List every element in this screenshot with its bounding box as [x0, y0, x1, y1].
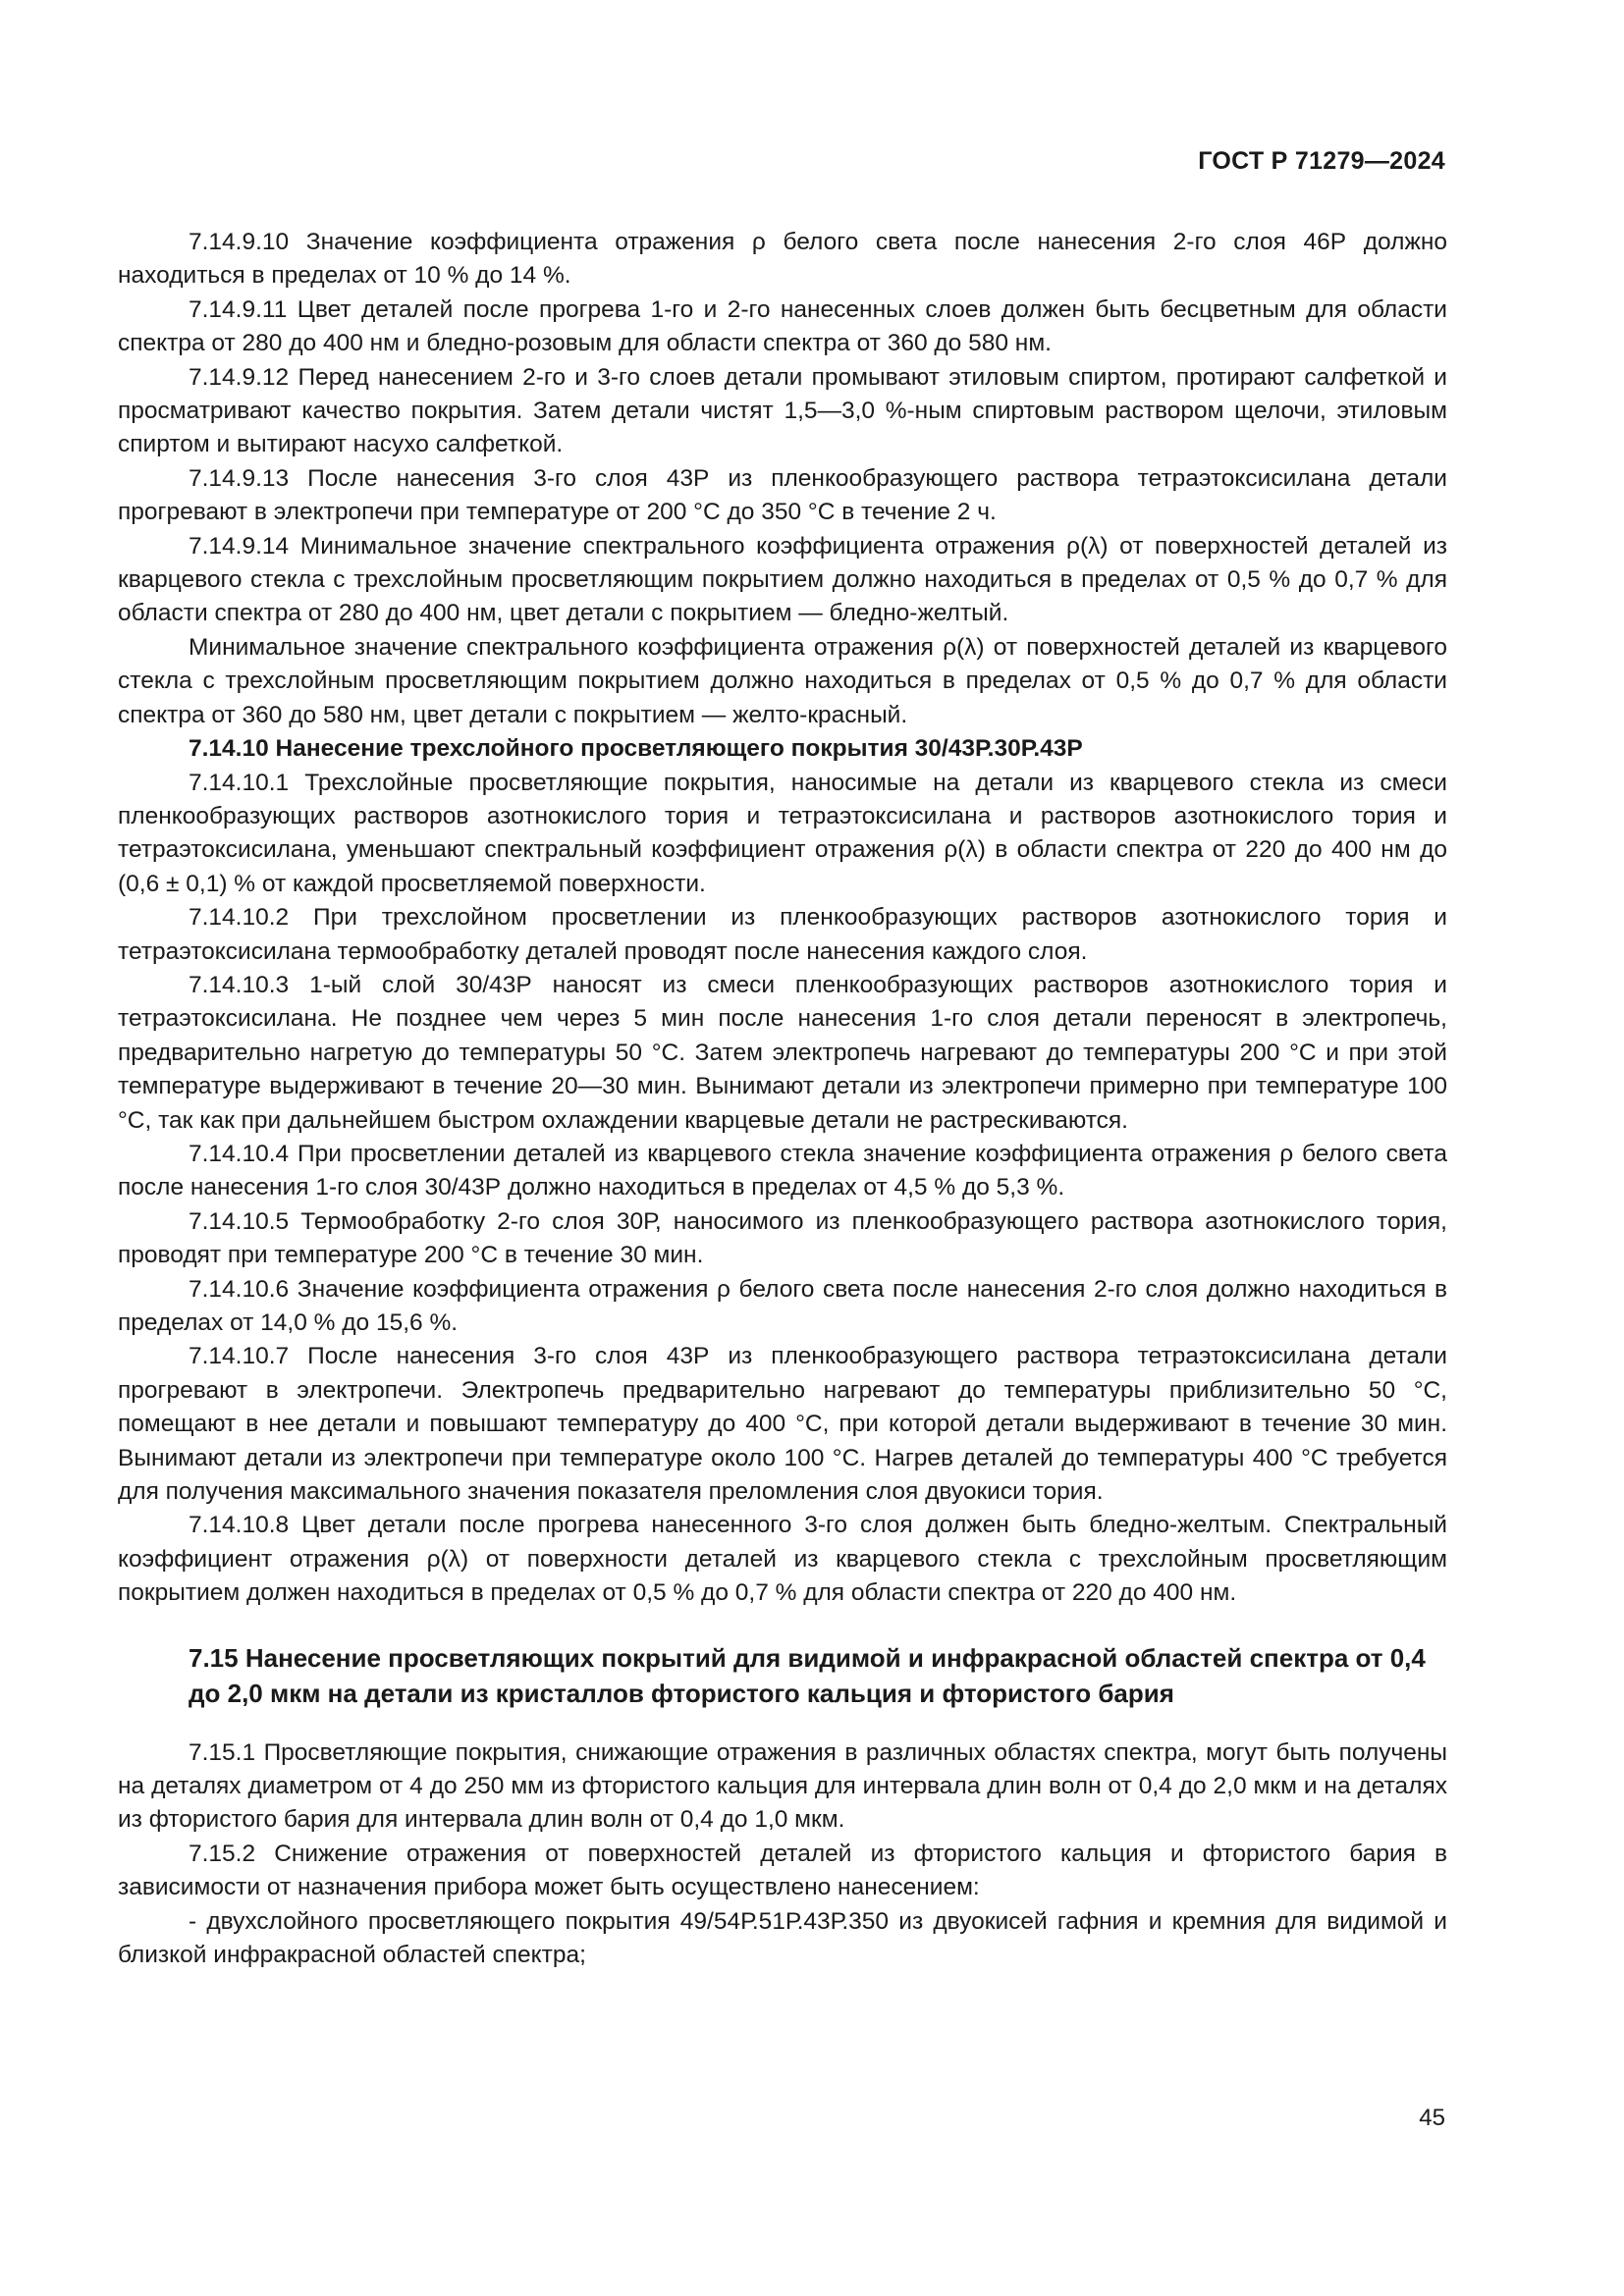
- paragraph-7-14-10-7: 7.14.10.7 После нанесения 3-го слоя 43Р из пленкообразующего раствора тетраэтоксисилана детали прогревают в электропечи. Электропечь предварительно нагревают до температуры приблизительно 50 °С, помещают в нее детали и повышают температуру до 400 °С, при которой детали выдерживают в течение 30 мин. Вынимают детали из электропечи при температуре около 100 °С. Нагрев деталей до температуры 400 °С требуется для получения максимального значения показателя преломления слоя двуокиси тория.: [118, 1343, 1447, 1506]
- paragraph-7-14-10-8: 7.14.10.8 Цвет детали после прогрева нанесенного 3-го слоя должен быть бледно-желтым. Спектральный коэффициент отражения ρ(λ) от поверхности деталей из кварцевого стекла с трехслойным просветляющим покрытием должен находиться в пределах от 0,5 % до 0,7 % для области спектра от 220 до 400 нм.: [118, 1512, 1447, 1607]
- paragraph-7-14-10-3: 7.14.10.3 1-ый слой 30/43Р наносят из смеси пленкообразующих растворов азотнокислого тория и тетраэтоксисилана. Не позднее чем через 5 мин после нанесения 1-го слоя детали переносят в электропечь, предварительно нагретую до температуры 50 °С. Затем электропечь нагревают до температуры 200 °С и при этой температуре выдерживают в течение 20—30 мин. Вынимают детали из электропечи примерно при температуре 100 °С, так как при дальнейшем быстром охлаждении кварцевые детали не растрескиваются.: [118, 971, 1447, 1134]
- paragraph-7-15-1: 7.15.1 Просветляющие покрытия, снижающие отражения в различных областях спектра, могут быть получены на деталях диаметром от 4 до 250 мм из фтористого кальция для интервала длин волн от 0,4 до 2,0 мкм и на деталях из фтористого бария для интервала длин волн от 0,4 до 1,0 мкм.: [118, 1738, 1447, 1834]
- subsection-heading-7-14-10: 7.14.10 Нанесение трехслойного просветляющего покрытия 30/43Р.30Р.43Р: [189, 735, 1083, 763]
- paragraph-7-14-9-13: 7.14.9.13 После нанесения 3-го слоя 43Р из пленкообразующего раствора тетраэтоксисилана детали прогревают в электропечи при температуре от 200 °С до 350 °С в течение 2 ч.: [118, 464, 1447, 526]
- paragraph-7-14-9-14: 7.14.9.14 Минимальное значение спектрального коэффициента отражения ρ(λ) от поверхностей деталей из кварцевого стекла с трехслойным просветляющим покрытием должно находиться в пределах от 0,5 % до 0,7 % для области спектра от 280 до 400 нм, цвет детали с покрытием — бледно-желтый.: [118, 532, 1447, 627]
- document-id-header: ГОСТ Р 71279—2024: [1198, 147, 1445, 175]
- paragraph-7-14-9-10: 7.14.9.10 Значение коэффициента отражения ρ белого света после нанесения 2-го слоя 46Р должно находиться в пределах от 10 % до 14 %.: [118, 229, 1447, 290]
- paragraph-7-14-10-4: 7.14.10.4 При просветлении деталей из кварцевого стекла значение коэффициента отражения ρ белого света после нанесения 1-го слоя 30/43Р должно находиться в пределах от 4,5 % до 5,3 %.: [118, 1140, 1447, 1201]
- page-number: 45: [1419, 2105, 1445, 2131]
- paragraph-7-14-10-5: 7.14.10.5 Термообработку 2-го слоя 30Р, наносимого из пленкообразующего раствора азотнокислого тория, проводят при температуре 200 °С в течение 30 мин.: [118, 1207, 1447, 1269]
- list-item-two-layer-coating: - двухслойного просветляющего покрытия 49/54Р.51Р.43Р.350 из двуокисей гафния и кремния для видимой и близкой инфракрасной областей спектра;: [118, 1907, 1447, 1969]
- document-body: [118, 226, 1447, 1973]
- paragraph-7-14-10-6: 7.14.10.6 Значение коэффициента отражения ρ белого света после нанесения 2-го слоя должно находиться в пределах от 14,0 % до 15,6 %.: [118, 1275, 1447, 1336]
- paragraph-7-14-9-12: 7.14.9.12 Перед нанесением 2-го и 3-го слоев детали промывают этиловым спиртом, протирают салфеткой и просматривают качество покрытия. Затем детали чистят 1,5—3,0 %-ным спиртовым раствором щелочи, этиловым спиртом и вытирают насухо салфеткой.: [118, 363, 1447, 458]
- paragraph-7-14-10-2: 7.14.10.2 При трехслойном просветлении из пленкообразующих растворов азотнокислого тория и тетраэтоксисилана термообработку деталей проводят после нанесения каждого слоя.: [118, 904, 1447, 965]
- section-heading-7-15: 7.15 Нанесение просветляющих покрытий для видимой и инфракрасной областей спектра от 0,4 до 2,0 мкм на детали из кристаллов фтористого кальция и фтористого бария: [189, 1642, 1426, 1708]
- paragraph-7-14-9-14-continued: Минимальное значение спектрального коэффициента отражения ρ(λ) от поверхностей деталей из кварцевого стекла с трехслойным просветляющим покрытием должно находиться в пределах от 0,5 % до 0,7 % для области спектра от 360 до 580 нм, цвет детали с покрытием — желто-красный.: [118, 633, 1447, 728]
- paragraph-7-14-10-1: 7.14.10.1 Трехслойные просветляющие покрытия, наносимые на детали из кварцевого стекла из смеси пленкообразующих растворов азотнокислого тория и тетраэтоксисилана и растворов азотнокислого тория и тетраэтоксисилана, уменьшают спектральный коэффициент отражения ρ(λ) в области спектра от 220 до 400 нм до (0,6 ± 0,1) % от каждой просветляемой поверхности.: [118, 769, 1447, 897]
- paragraph-7-14-9-11: 7.14.9.11 Цвет деталей после прогрева 1-го и 2-го нанесенных слоев должен быть бесцветным для области спектра от 280 до 400 нм и бледно-розовым для области спектра от 360 до 580 нм.: [118, 295, 1447, 357]
- paragraph-7-15-2: 7.15.2 Снижение отражения от поверхностей деталей из фтористого кальция и фтористого бария в зависимости от назначения прибора может быть осуществлено нанесением:: [118, 1840, 1447, 1901]
